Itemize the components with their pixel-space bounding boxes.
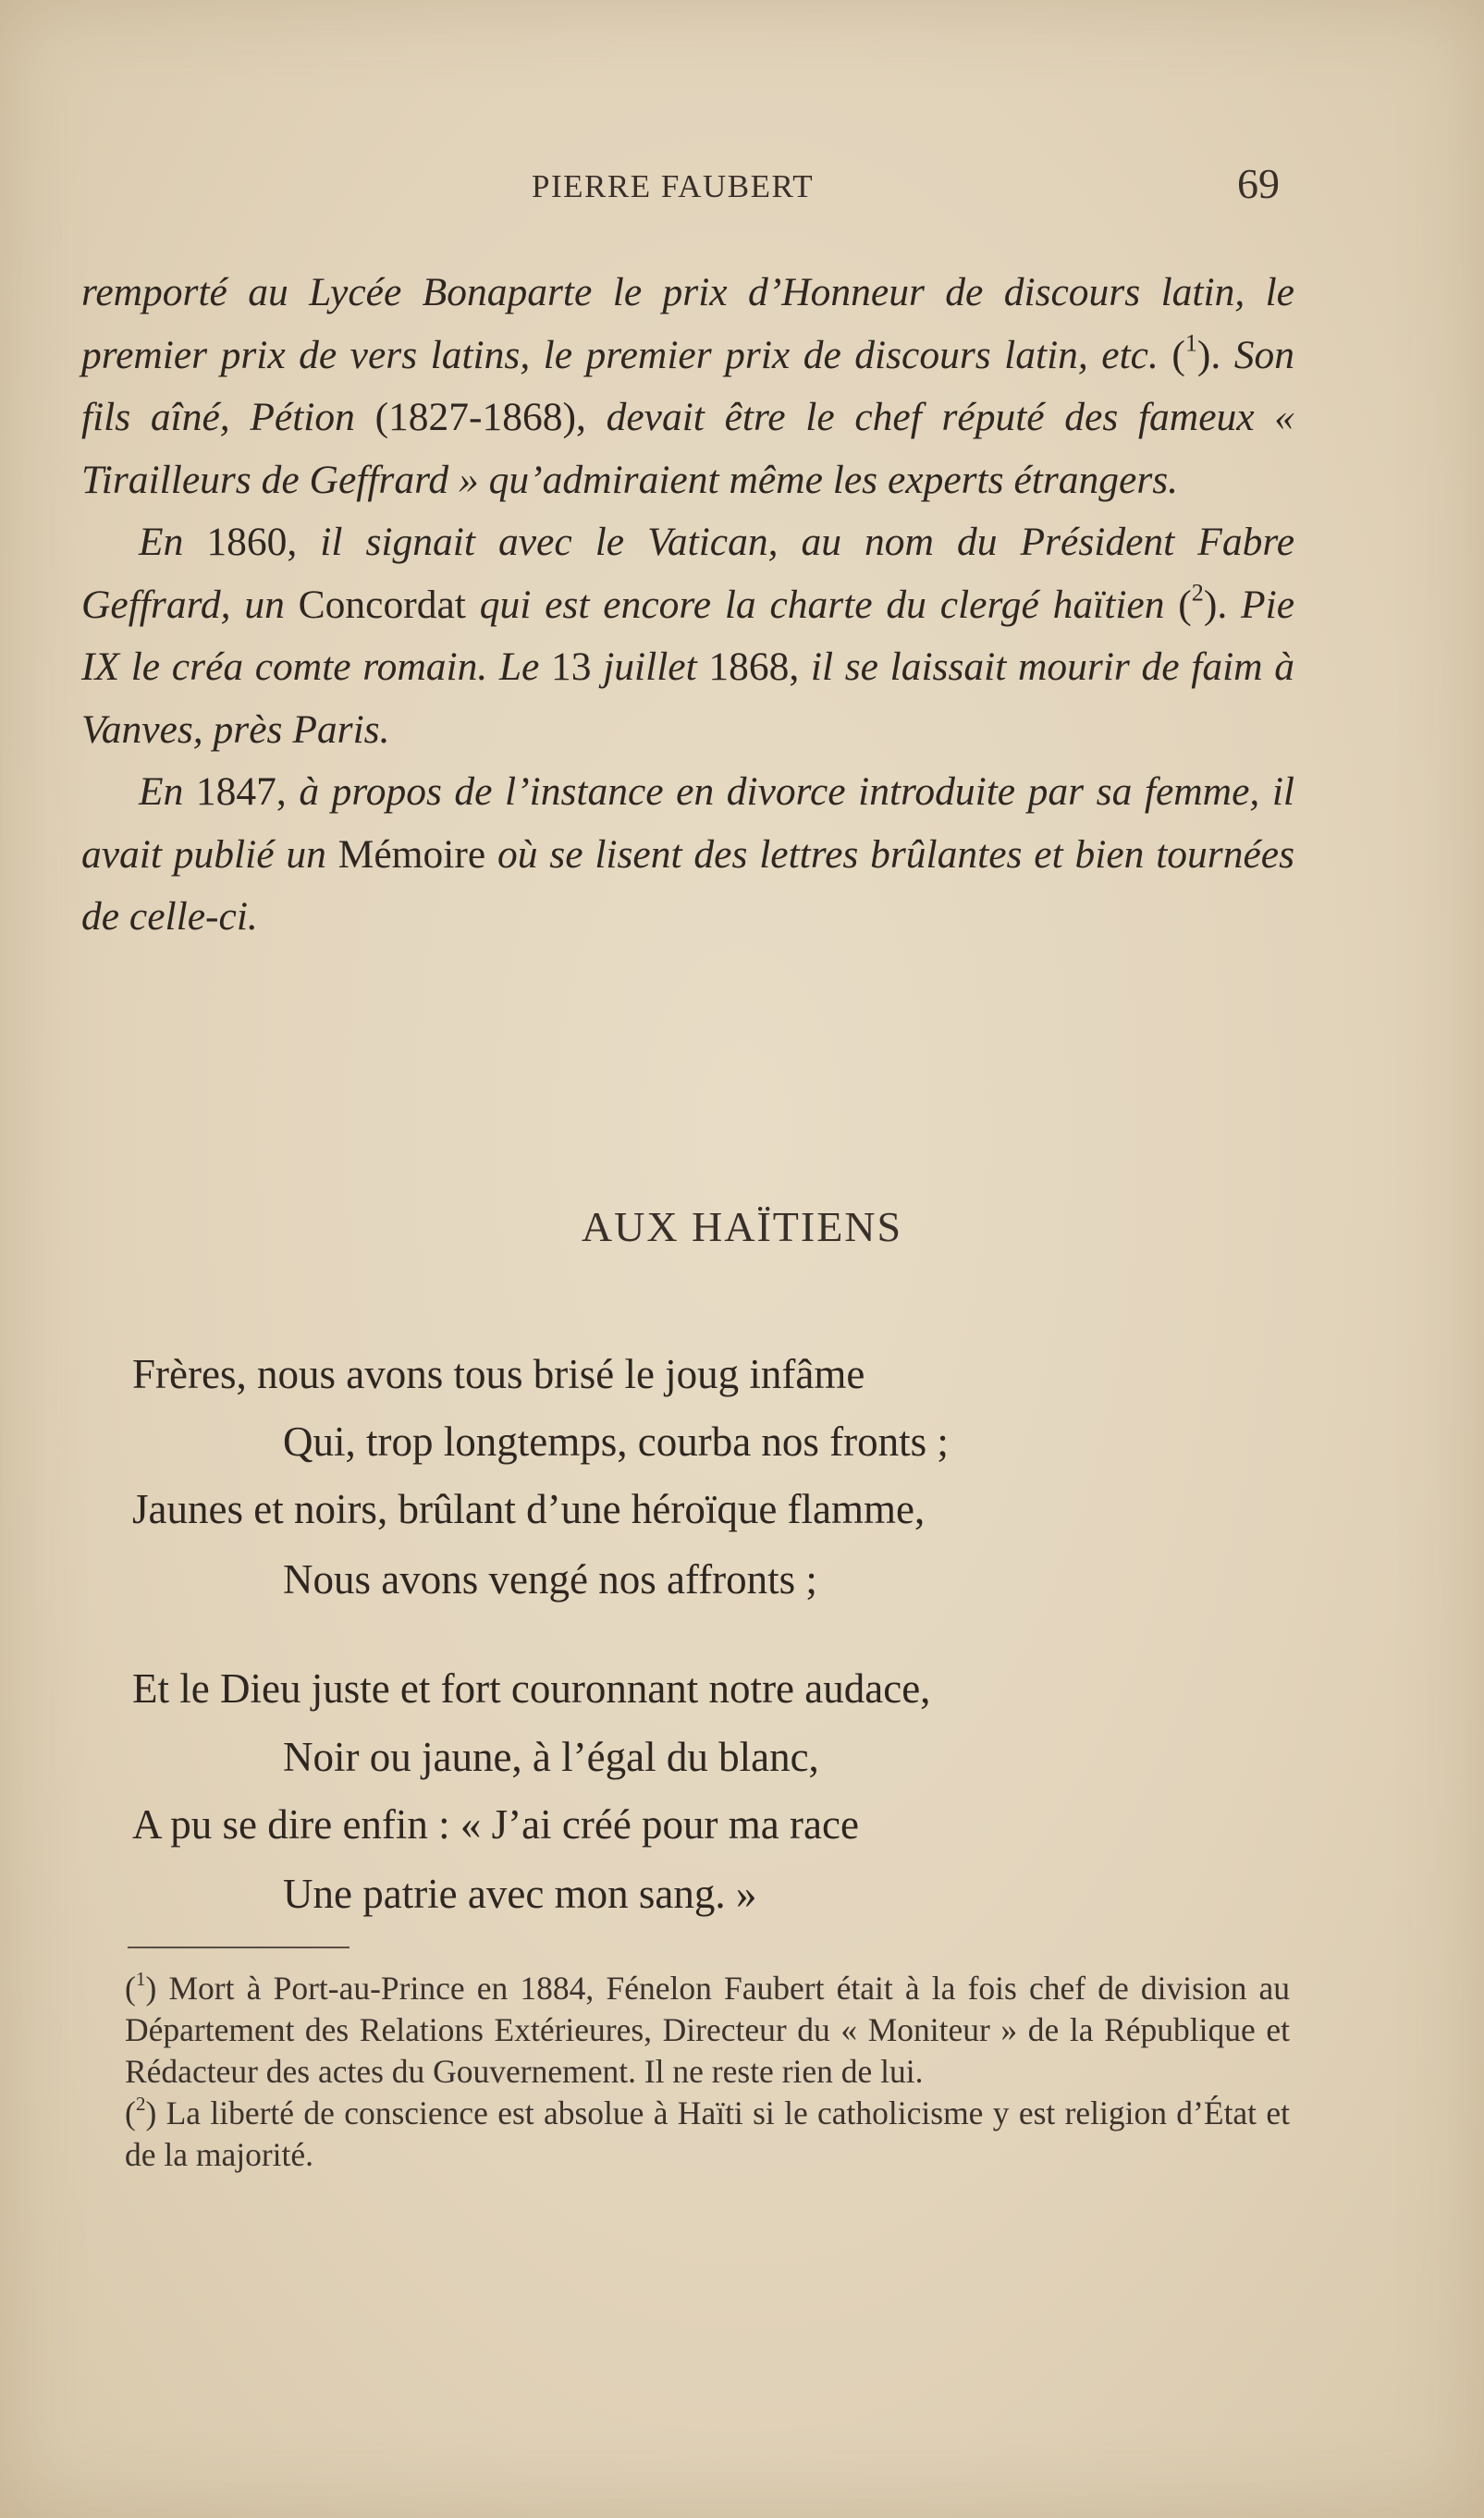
running-head: PIERRE FAUBERT — [532, 168, 815, 204]
footnote-marker: 1 — [135, 1968, 146, 1991]
footnote-marker: 2 — [135, 2093, 146, 2116]
roman-text: 13 — [551, 645, 604, 689]
footnote-reference: 1 — [1184, 329, 1197, 357]
italic-text: juillet — [603, 645, 709, 689]
italic-text: qui est encore la charte du clergé haïtien — [479, 582, 1179, 627]
verse-line: Nous avons vengé nos affronts ; — [283, 1556, 817, 1603]
footnote-2: ($^2$) La liberté de conscience est absolue à Haïti si le catholicisme y est religion d’État et de la majorité. — [125, 2093, 1290, 2173]
italic-text: En — [139, 769, 196, 814]
italic-text: devait être le chef réputé des fameux « Tirailleurs de Geffrard » qu’admiraient même les experts étrangers. — [81, 395, 1295, 502]
italic-text: Son fils aîné, Pétion — [81, 332, 1294, 439]
roman-text: ( — [1178, 582, 1192, 627]
verse-line: Noir ou jaune, à l’égal du blanc, — [283, 1734, 819, 1780]
footnotes — [125, 1968, 1290, 2176]
roman-text: 1868, — [708, 645, 811, 689]
italic-text: il signait avec le Vatican, au nom du Président Fabre Geffrard, un — [81, 520, 1295, 627]
roman-text: ). — [1203, 582, 1242, 627]
roman-text: Concordat — [298, 582, 480, 627]
italic-text: il se laissait mourir de faim à Vanves, près Paris. — [81, 645, 1294, 752]
verse-line: Une patrie avec mon sang. » — [283, 1871, 757, 1917]
italic-text: où se lisent des lettres brûlantes et bien tournées de celle-ci. — [81, 831, 1295, 939]
roman-text: ). — [1196, 332, 1234, 377]
footnote-text: Mort à Port-au-Prince en 1884, Fénelon Faubert était à la fois chef de division au Département des Relations Extérieures, Directeur du « Moniteur » de la République et Rédacteur des actes du Gouvernement. Il ne reste rien de lui. — [125, 1970, 1291, 2090]
prose-block — [81, 262, 1294, 949]
verse-line: Qui, trop longtemps, courba nos fronts ; — [283, 1419, 949, 1465]
roman-text: Mémoire — [337, 831, 497, 877]
roman-text: 1860, — [206, 520, 321, 564]
paragraph-3 — [81, 761, 1294, 949]
verse-line: A pu se dire enfin : « J’ai créé pour ma race — [132, 1801, 859, 1848]
footnote-1: ($^1$) Mort à Port-au-Prince en 1884, Fénelon Faubert était à la fois chef de division au Département des Relations Extérieures, Directeur du « Moniteur » de la République et Rédacteur des actes du Gouvernement. Il ne reste rien de lui. — [125, 1968, 1291, 2090]
page-number: 69 — [1237, 160, 1280, 207]
verse-line: Et le Dieu juste et fort couronnant notre audace, — [132, 1665, 931, 1712]
footnote-text: La liberté de conscience est absolue à Haïti si le catholicisme y est religion d’État et de la majorité. — [125, 2094, 1290, 2173]
paragraph-2 — [81, 511, 1294, 761]
footnote-reference: 2 — [1191, 579, 1204, 607]
italic-text: à propos de l’instance en divorce introduite par sa femme, il avait publié un — [81, 769, 1295, 877]
verse-line: Jaunes et noirs, brûlant d’une héroïque flamme, — [132, 1486, 926, 1532]
roman-text: 1847, — [195, 769, 300, 814]
paragraph-1 — [81, 262, 1294, 511]
italic-text: Pie IX le créa comte romain. Le — [81, 582, 1294, 689]
roman-text: ( — [1171, 332, 1185, 377]
poem-title: AUX HAÏTIENS — [581, 1203, 903, 1250]
roman-text: (1827-1868), — [374, 395, 607, 439]
verse-line: Frères, nous avons tous brisé le joug infâme — [132, 1351, 865, 1397]
italic-text: remporté au Lycée Bonaparte le prix d’Honneur de discours latin, le premier prix de vers latins, le premier prix de discours latin, etc. — [81, 270, 1294, 377]
footnote-rule — [128, 1947, 350, 1948]
italic-text: En — [139, 520, 207, 564]
